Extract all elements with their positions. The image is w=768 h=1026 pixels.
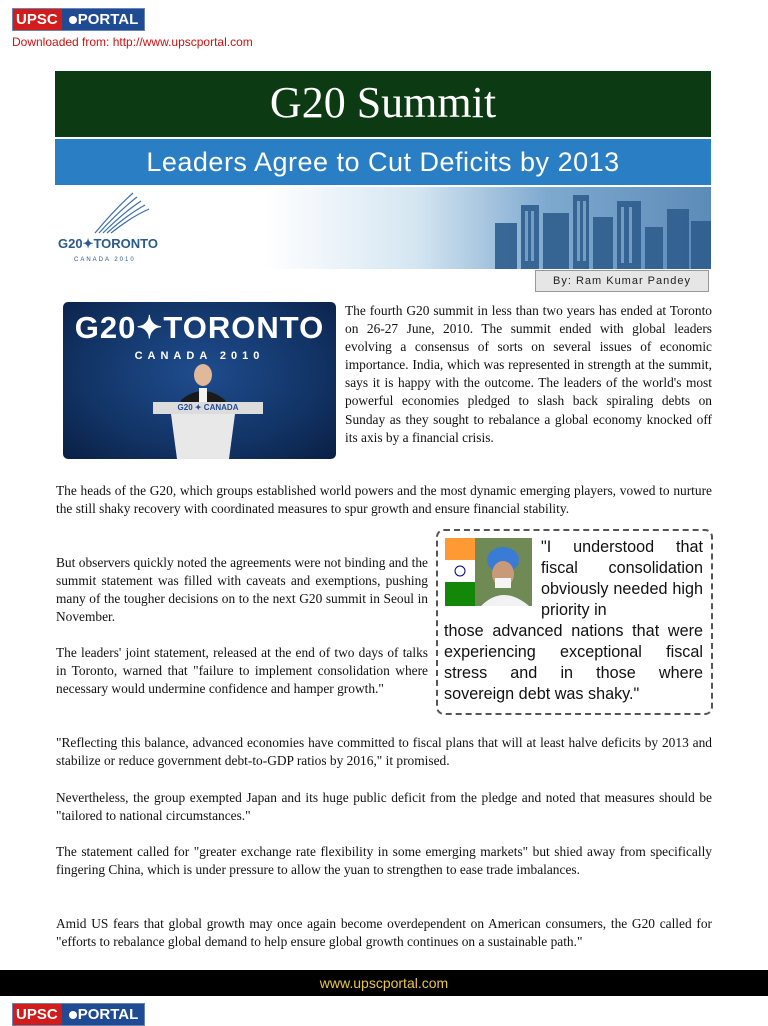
- logo-upsc-text: UPSC: [13, 9, 62, 30]
- quote-text-top: "I understood that fiscal consolidation obviously needed high priority in: [541, 538, 703, 619]
- author-byline: By: Ram Kumar Pandey: [535, 270, 709, 292]
- paragraph-3: But observers quickly noted the agreements were not binding and the summit statement was filled with caveats and exemptions, pushing many of the tougher decisions on to the next G20 summit in Seoul in November.: [56, 555, 428, 625]
- canada-2010-logo-text: CANADA 2010: [74, 257, 136, 263]
- paragraph-8: Amid US fears that global growth may once again become overdependent on American consumers, the G20 called for "efforts to rebalance global demand to help ensure global growth continues on a sustainable path.": [56, 916, 712, 950]
- portrait-icon: [445, 538, 532, 606]
- logo-portal-text: PORTAL: [77, 11, 139, 28]
- logo-portal-text-bottom: PORTAL: [77, 1006, 139, 1023]
- banner-skyline-image: [55, 187, 711, 269]
- downloaded-from-link[interactable]: Downloaded from: http://www.upscportal.com: [12, 35, 253, 49]
- quote-portrait: [445, 538, 532, 606]
- photo-canada-text: CANADA 2010: [134, 350, 265, 362]
- paragraph-2: The heads of the G20, which groups established world powers and the most dynamic emerging players, vowed to nurture the still shaky recovery with coordinated measures to spur growth and ensure financial stability.: [56, 483, 712, 517]
- podium-sign: G20 ✦ CANADA: [177, 403, 239, 412]
- photo-g20-toronto-text: G20✦TORONTO: [74, 310, 325, 345]
- g20-toronto-logo-text: G20✦TORONTO: [58, 236, 158, 251]
- page-title: G20 Summit: [55, 71, 711, 137]
- logo-upsc-text-bottom: UPSC: [13, 1004, 62, 1025]
- quote-text-bottom: those advanced nations that were experiencing exceptional fiscal stress and in those where sovereign debt was shaky.": [444, 622, 703, 703]
- upsc-portal-logo-bottom: [12, 1003, 145, 1026]
- footer-link[interactable]: www.upscportal.com: [0, 970, 768, 996]
- city-skyline-icon: [55, 187, 711, 269]
- lead-paragraph: The fourth G20 summit in less than two years has ended at Toronto on 26-27 June, 2010. The summit ended with global leaders evolving a consensus of sorts on several issues of economic importance. India, which was represented in strength at the summit, says it is happy with the outcome. The leaders of the world's most powerful economies pledged to slash back spiraling debts on Sunday as they sought to rebalance a global economy knocked off its axis by a financial crisis.: [345, 303, 712, 445]
- paragraph-4: The leaders' joint statement, released at the end of two days of talks in Toronto, warned that "failure to implement consolidation where necessary would undermine confidence and hamper growth.": [56, 645, 428, 697]
- paragraph-7: The statement called for "greater exchange rate flexibility in some emerging markets" but shied away from specifically fingering China, which is under pressure to allow the yuan to strengthen to ease trade imbalances.: [56, 844, 712, 878]
- upsc-portal-logo: [12, 8, 145, 31]
- paragraph-5: "Reflecting this balance, advanced economies have committed to fiscal plans that will at least halve deficits by 2013 and stabilize or reduce government debt-to-GDP ratios by 2016," it promised.: [56, 735, 712, 769]
- logo-dot-icon: [69, 16, 77, 24]
- logo-dot-icon: [69, 1011, 77, 1019]
- paragraph-6: Nevertheless, the group exempted Japan and its huge public deficit from the pledge and noted that measures should be "tailored to national circumstances.": [56, 790, 712, 824]
- summit-photo: [63, 302, 336, 459]
- page-subtitle: Leaders Agree to Cut Deficits by 2013: [55, 139, 711, 185]
- speaker-at-podium-icon: [63, 302, 336, 459]
